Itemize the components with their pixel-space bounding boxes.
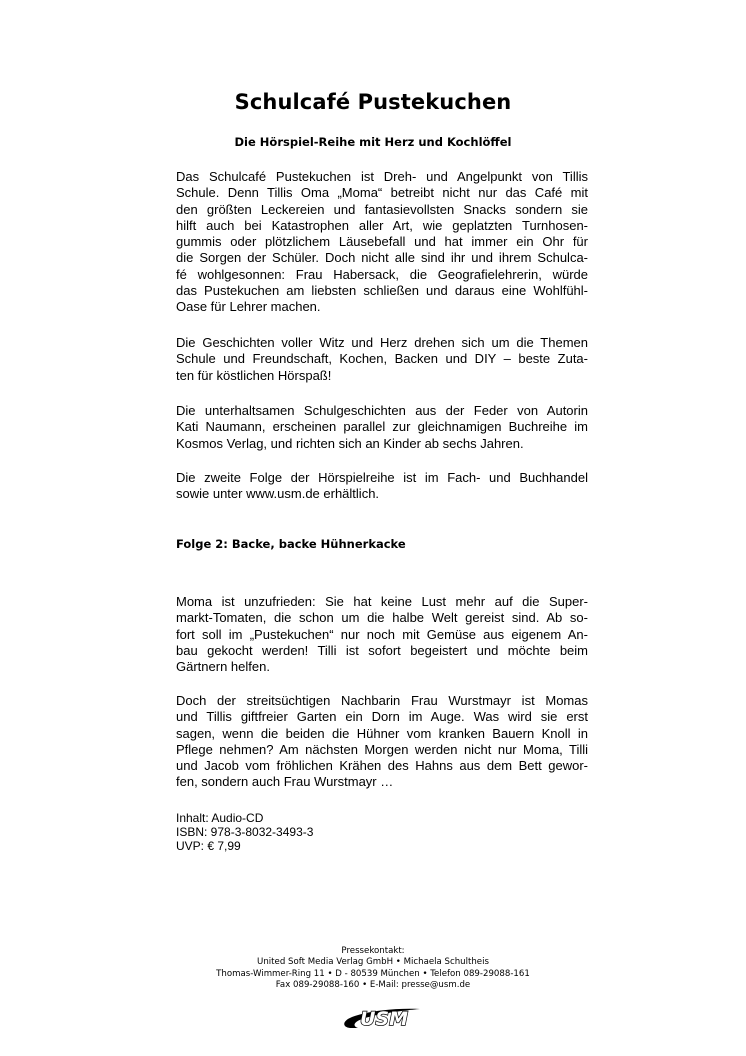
- text-line: markt-Tomaten, die schon um die halbe Welt gereist sind. Ab so-: [176, 610, 588, 626]
- text-line: Moma ist unzufrieden: Sie hat keine Lust mehr auf die Super-: [176, 594, 588, 609]
- text-line: Schule. Denn Tillis Oma „Moma“ betreibt nicht nur das Café mit: [176, 185, 588, 201]
- text-line: gummis oder plötzlichem Läusebefall und hat immer ein Ohr für: [176, 234, 588, 250]
- usm-logo: [340, 1004, 424, 1032]
- text-line: Die unterhaltsamen Schulgeschichten aus der Feder von Autorin: [176, 403, 588, 418]
- text-line: Kosmos Verlag, und richten sich an Kinder ab sechs Jahren.: [176, 435, 524, 451]
- text-line: Oase für Lehrer machen.: [176, 299, 321, 315]
- text-line: hilft auch bei Katastrophen aller Art, wie geplatzten Turnhosen-: [176, 217, 588, 233]
- text-line: den größten Leckereien und fantasievollsten Snacks sondern sie: [176, 201, 588, 217]
- press-contact-company: United Soft Media Verlag GmbH • Michaela Schultheis: [257, 957, 489, 968]
- content-info: Inhalt: Audio-CD: [176, 811, 264, 825]
- text-line: Die zweite Folge der Hörspielreihe ist im Fach- und Buchhandel: [176, 470, 588, 485]
- product-info: [176, 811, 313, 854]
- intro-paragraph-3: [176, 403, 588, 452]
- page-title: Schulcafé Pustekuchen: [234, 90, 512, 114]
- text-line: Pflege nehmen? Am nächsten Morgen werden nicht nur Moma, Tilli: [176, 741, 588, 757]
- intro-paragraph-2: [176, 335, 588, 384]
- episode-paragraph-1: [176, 594, 588, 675]
- text-line: Die Geschichten voller Witz und Herz drehen sich um die Themen: [176, 335, 588, 350]
- text-line: sagen, wenn die beiden die Hühner vom kranken Bauern Knoll in: [176, 725, 588, 741]
- text-line: und Jacob vom fröhlichen Krähen des Hahns aus dem Bett gewor-: [176, 758, 588, 774]
- text-line: bau gekocht werden! Tilli ist sofort begeistert und möchte beim: [176, 642, 588, 658]
- page-subtitle: Die Hörspiel-Reihe mit Herz und Kochlöffel: [234, 135, 512, 149]
- press-contact-label: Pressekontakt:: [341, 946, 405, 956]
- episode-heading: Folge 2: Backe, backe Hühnerkacke: [176, 537, 406, 551]
- text-line: fen, sondern auch Frau Wurstmayr …: [176, 774, 394, 790]
- text-line: fort soll im „Pustekuchen“ nur noch mit Gemüse aus eigenem An-: [176, 626, 588, 642]
- text-line: und Tillis giftfreier Garten ein Dorn im Auge. Was wird sie erst: [176, 709, 588, 725]
- text-line: Doch der streitsüchtigen Nachbarin Frau Wurstmayr ist Momas: [176, 693, 588, 708]
- text-line: das Pustekuchen am liebsten schließen und daraus eine Wohlfühl-: [176, 283, 588, 299]
- press-contact-address: Thomas-Wimmer-Ring 11 • D - 80539 München • Telefon 089-29088-161: [216, 968, 530, 979]
- text-line: ten für köstlichen Hörspaß!: [176, 367, 332, 383]
- text-line: Schule und Freundschaft, Kochen, Backen und DIY – beste Zuta-: [176, 351, 588, 367]
- intro-paragraph-4: [176, 470, 588, 503]
- intro-paragraph-1: [176, 169, 588, 316]
- price-info: UVP: € 7,99: [176, 839, 241, 854]
- text-line: sowie unter www.usm.de erhältlich.: [176, 486, 380, 502]
- press-contact-fax-email: Fax 089-29088-160 • E-Mail: presse@usm.de: [275, 979, 471, 990]
- text-line: Gärtnern helfen.: [176, 659, 270, 675]
- isbn-info: ISBN: 978-3-8032-3493-3: [176, 825, 314, 840]
- text-line: die Sorgen der Schüler. Doch nicht alle sind ihr und ihrem Schulca-: [176, 250, 588, 266]
- logo-text: USM: [359, 1008, 409, 1030]
- text-line: Das Schulcafé Pustekuchen ist Dreh- und Angelpunkt von Tillis: [176, 169, 588, 184]
- text-line: Kati Naumann, erscheinen parallel zur gleichnamigen Buchreihe im: [176, 419, 588, 435]
- text-line: fé wohlgesonnen: Frau Habersack, die Geografielehrerin, würde: [176, 266, 588, 282]
- press-contact: [0, 946, 746, 991]
- episode-paragraph-2: [176, 693, 588, 791]
